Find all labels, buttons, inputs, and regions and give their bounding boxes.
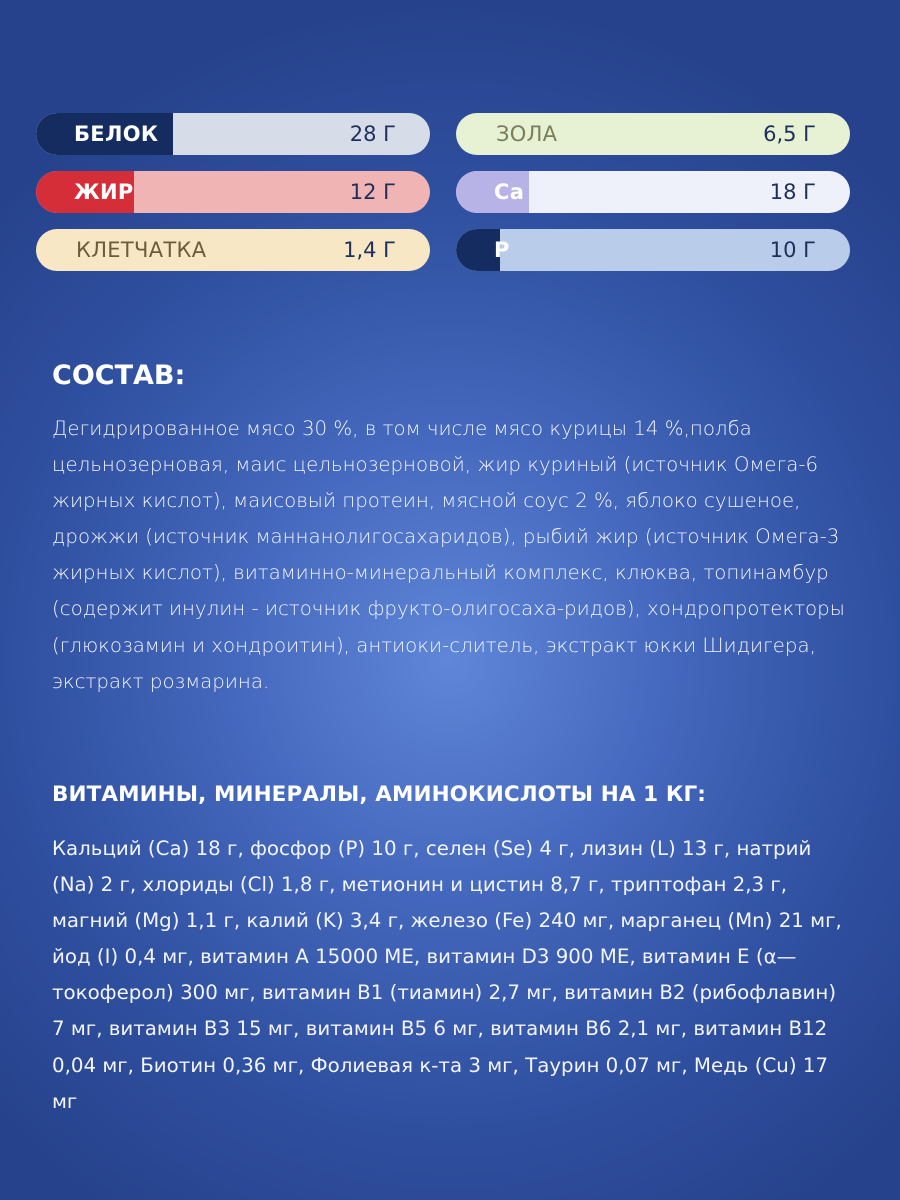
composition-text: Дегидрированное мясо 30 %, в том числе мясо курицы 14 %,полба цельнозерновая, маис цельнозерновой, жир куриный (источник Омега-6 жирных кислот), маисовый протеин, мясной соус 2 %, яблоко сушеное, дрожжи (источник маннанолигосахаридов), рыбий жир (источник Омега-3 жирных кислот), витаминно-минеральный комплекс, клюква, топинамбур (содержит инулин - источник фрукто-олигосаха-ридов), хондропротекторы (глюкозамин и хондроитин), антиоки-слитель, экстракт юкки Шидигера, экстракт розмарина. (52, 417, 845, 693)
nutrient-bar-fat (36, 171, 430, 213)
vitamins-text: Кальций (Ca) 18 г, фосфор (P) 10 г, селен (Se) 4 г, лизин (L) 13 г, натрий (Na) 2 г, хлориды (Cl) 1,8 г, метионин и цистин 8,7 г, триптофан 2,3 г, магний (Mg) 1,1 г, калий (K) 3,4 г, железо (Fe) 240 мг, марганец (Mn) 21 мг, йод (I) 0,4 мг, витамин A 15000 МЕ, витамин D3 900 МЕ, витамин E (α—токоферол) 300 мг, витамин B1 (тиамин) 2,7 мг, витамин B2 (рибофлавин) 7 мг, витамин B3 15 мг, витамин B5 6 мг, витамин B6 2,1 мг, витамин B12 0,04 мг, Биотин 0,36 мг, Фолиевая к-та 3 мг, Таурин 0,07 мг, Медь (Cu) 17 мг (52, 837, 842, 1113)
nutrient-bar-protein (36, 113, 430, 155)
nutrient-label: ЖИР (74, 180, 134, 204)
nutrient-label: Ca (494, 180, 525, 204)
nutrient-value: 18 Г (769, 180, 816, 204)
nutrient-bar-calcium (456, 171, 850, 213)
nutrient-bar-fiber (36, 229, 430, 271)
nutrient-value: 1,4 Г (343, 238, 396, 262)
nutrient-label: БЕЛОК (74, 122, 159, 146)
composition-heading: СОСТАВ: (52, 360, 186, 391)
nutrient-value: 12 Г (349, 180, 396, 204)
nutrient-label: ЗОЛА (496, 122, 558, 146)
nutrient-bar-phosphorus (456, 229, 850, 271)
nutrient-label: P (494, 238, 510, 262)
nutrient-value: 10 Г (769, 238, 816, 262)
nutrient-label: КЛЕТЧАТКА (76, 238, 207, 262)
nutrient-bars (36, 113, 850, 273)
nutrient-bar-ash (456, 113, 850, 155)
vitamins-heading: ВИТАМИНЫ, МИНЕРАЛЫ, АМИНОКИСЛОТЫ НА 1 КГ: (52, 782, 706, 807)
nutrient-value: 6,5 Г (763, 122, 816, 146)
nutrient-value: 28 Г (349, 122, 396, 146)
